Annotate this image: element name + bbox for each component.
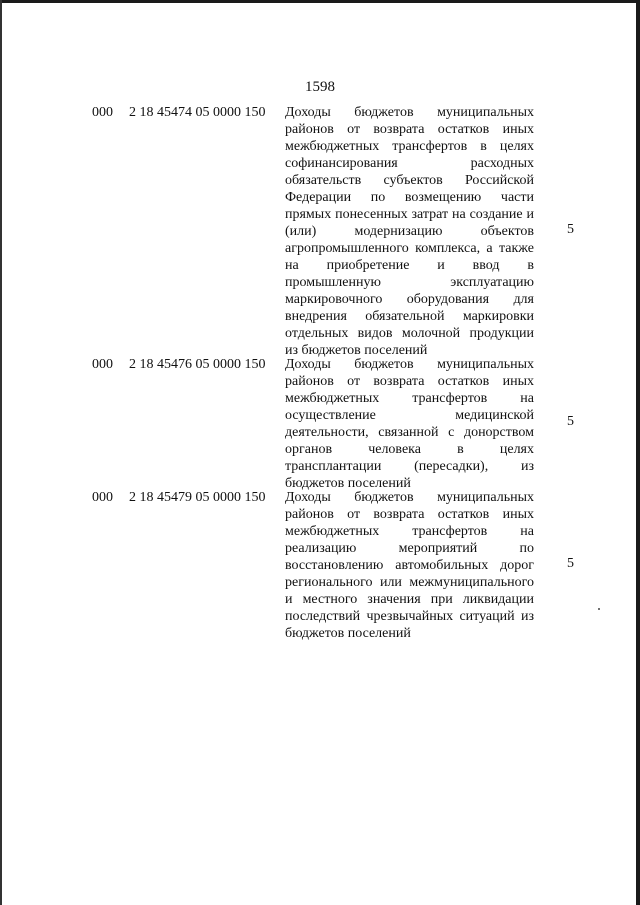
row-description: [285, 104, 534, 359]
description-line: отдельных видов молочной продукции: [285, 326, 534, 341]
scan-border-left: [0, 0, 2, 905]
scan-border-right: [636, 0, 640, 905]
description-line: межбюджетных трансфертов в целях: [285, 139, 534, 154]
kbk-code: 2 18 45479 05 0000 150: [129, 490, 266, 505]
description-line: последствий чрезвычайных ситуаций из: [285, 609, 534, 624]
description-line: бюджетов поселений: [285, 476, 411, 491]
description-line: Доходы бюджетов муниципальных: [285, 105, 534, 120]
description-line: Доходы бюджетов муниципальных: [285, 357, 534, 372]
description-line: обязательств субъектов Российской: [285, 173, 534, 188]
description-line: Федерации по возмещению части: [285, 190, 534, 205]
admin-code: 000: [92, 357, 113, 372]
description-line: трансплантации (пересадки), из: [285, 459, 534, 474]
description-line: восстановлению автомобильных дорог: [285, 558, 534, 573]
description-line: промышленную эксплуатацию: [285, 275, 534, 290]
description-line: (или) модернизацию объектов: [285, 224, 534, 239]
description-line: осуществление медицинской: [285, 408, 534, 423]
row-amount: 5: [567, 414, 574, 429]
description-line: на приобретение и ввод в: [285, 258, 534, 273]
description-line: и местного значения при ликвидации: [285, 592, 534, 607]
description-line: маркировочного оборудования для: [285, 292, 534, 307]
description-line: внедрения обязательной маркировки: [285, 309, 534, 324]
row-amount: 5: [567, 222, 574, 237]
kbk-code: 2 18 45474 05 0000 150: [129, 105, 266, 120]
description-line: бюджетов поселений: [285, 626, 411, 641]
description-line: софинансирования расходных: [285, 156, 534, 171]
description-line: прямых понесенных затрат на создание и: [285, 207, 534, 222]
page-number: 1598: [305, 79, 335, 95]
description-line: органов человека в целях: [285, 442, 534, 457]
description-line: реализацию мероприятий по: [285, 541, 534, 556]
description-line: районов от возврата остатков иных: [285, 507, 534, 522]
admin-code: 000: [92, 490, 113, 505]
description-line: районов от возврата остатков иных: [285, 374, 534, 389]
description-line: Доходы бюджетов муниципальных: [285, 490, 534, 505]
description-line: агропромышленного комплекса, а также: [285, 241, 534, 256]
description-line: межбюджетных трансфертов на: [285, 524, 534, 539]
description-line: из бюджетов поселений: [285, 343, 428, 358]
row-description: [285, 356, 534, 492]
scan-speck: [598, 608, 600, 610]
row-amount: 5: [567, 556, 574, 571]
description-line: межбюджетных трансфертов на: [285, 391, 534, 406]
admin-code: 000: [92, 105, 113, 120]
description-line: регионального или межмуниципального: [285, 575, 534, 590]
description-line: районов от возврата остатков иных: [285, 122, 534, 137]
scan-border-top: [0, 0, 640, 3]
description-line: деятельности, связанной с донорством: [285, 425, 534, 440]
kbk-code: 2 18 45476 05 0000 150: [129, 357, 266, 372]
row-description: [285, 489, 534, 642]
